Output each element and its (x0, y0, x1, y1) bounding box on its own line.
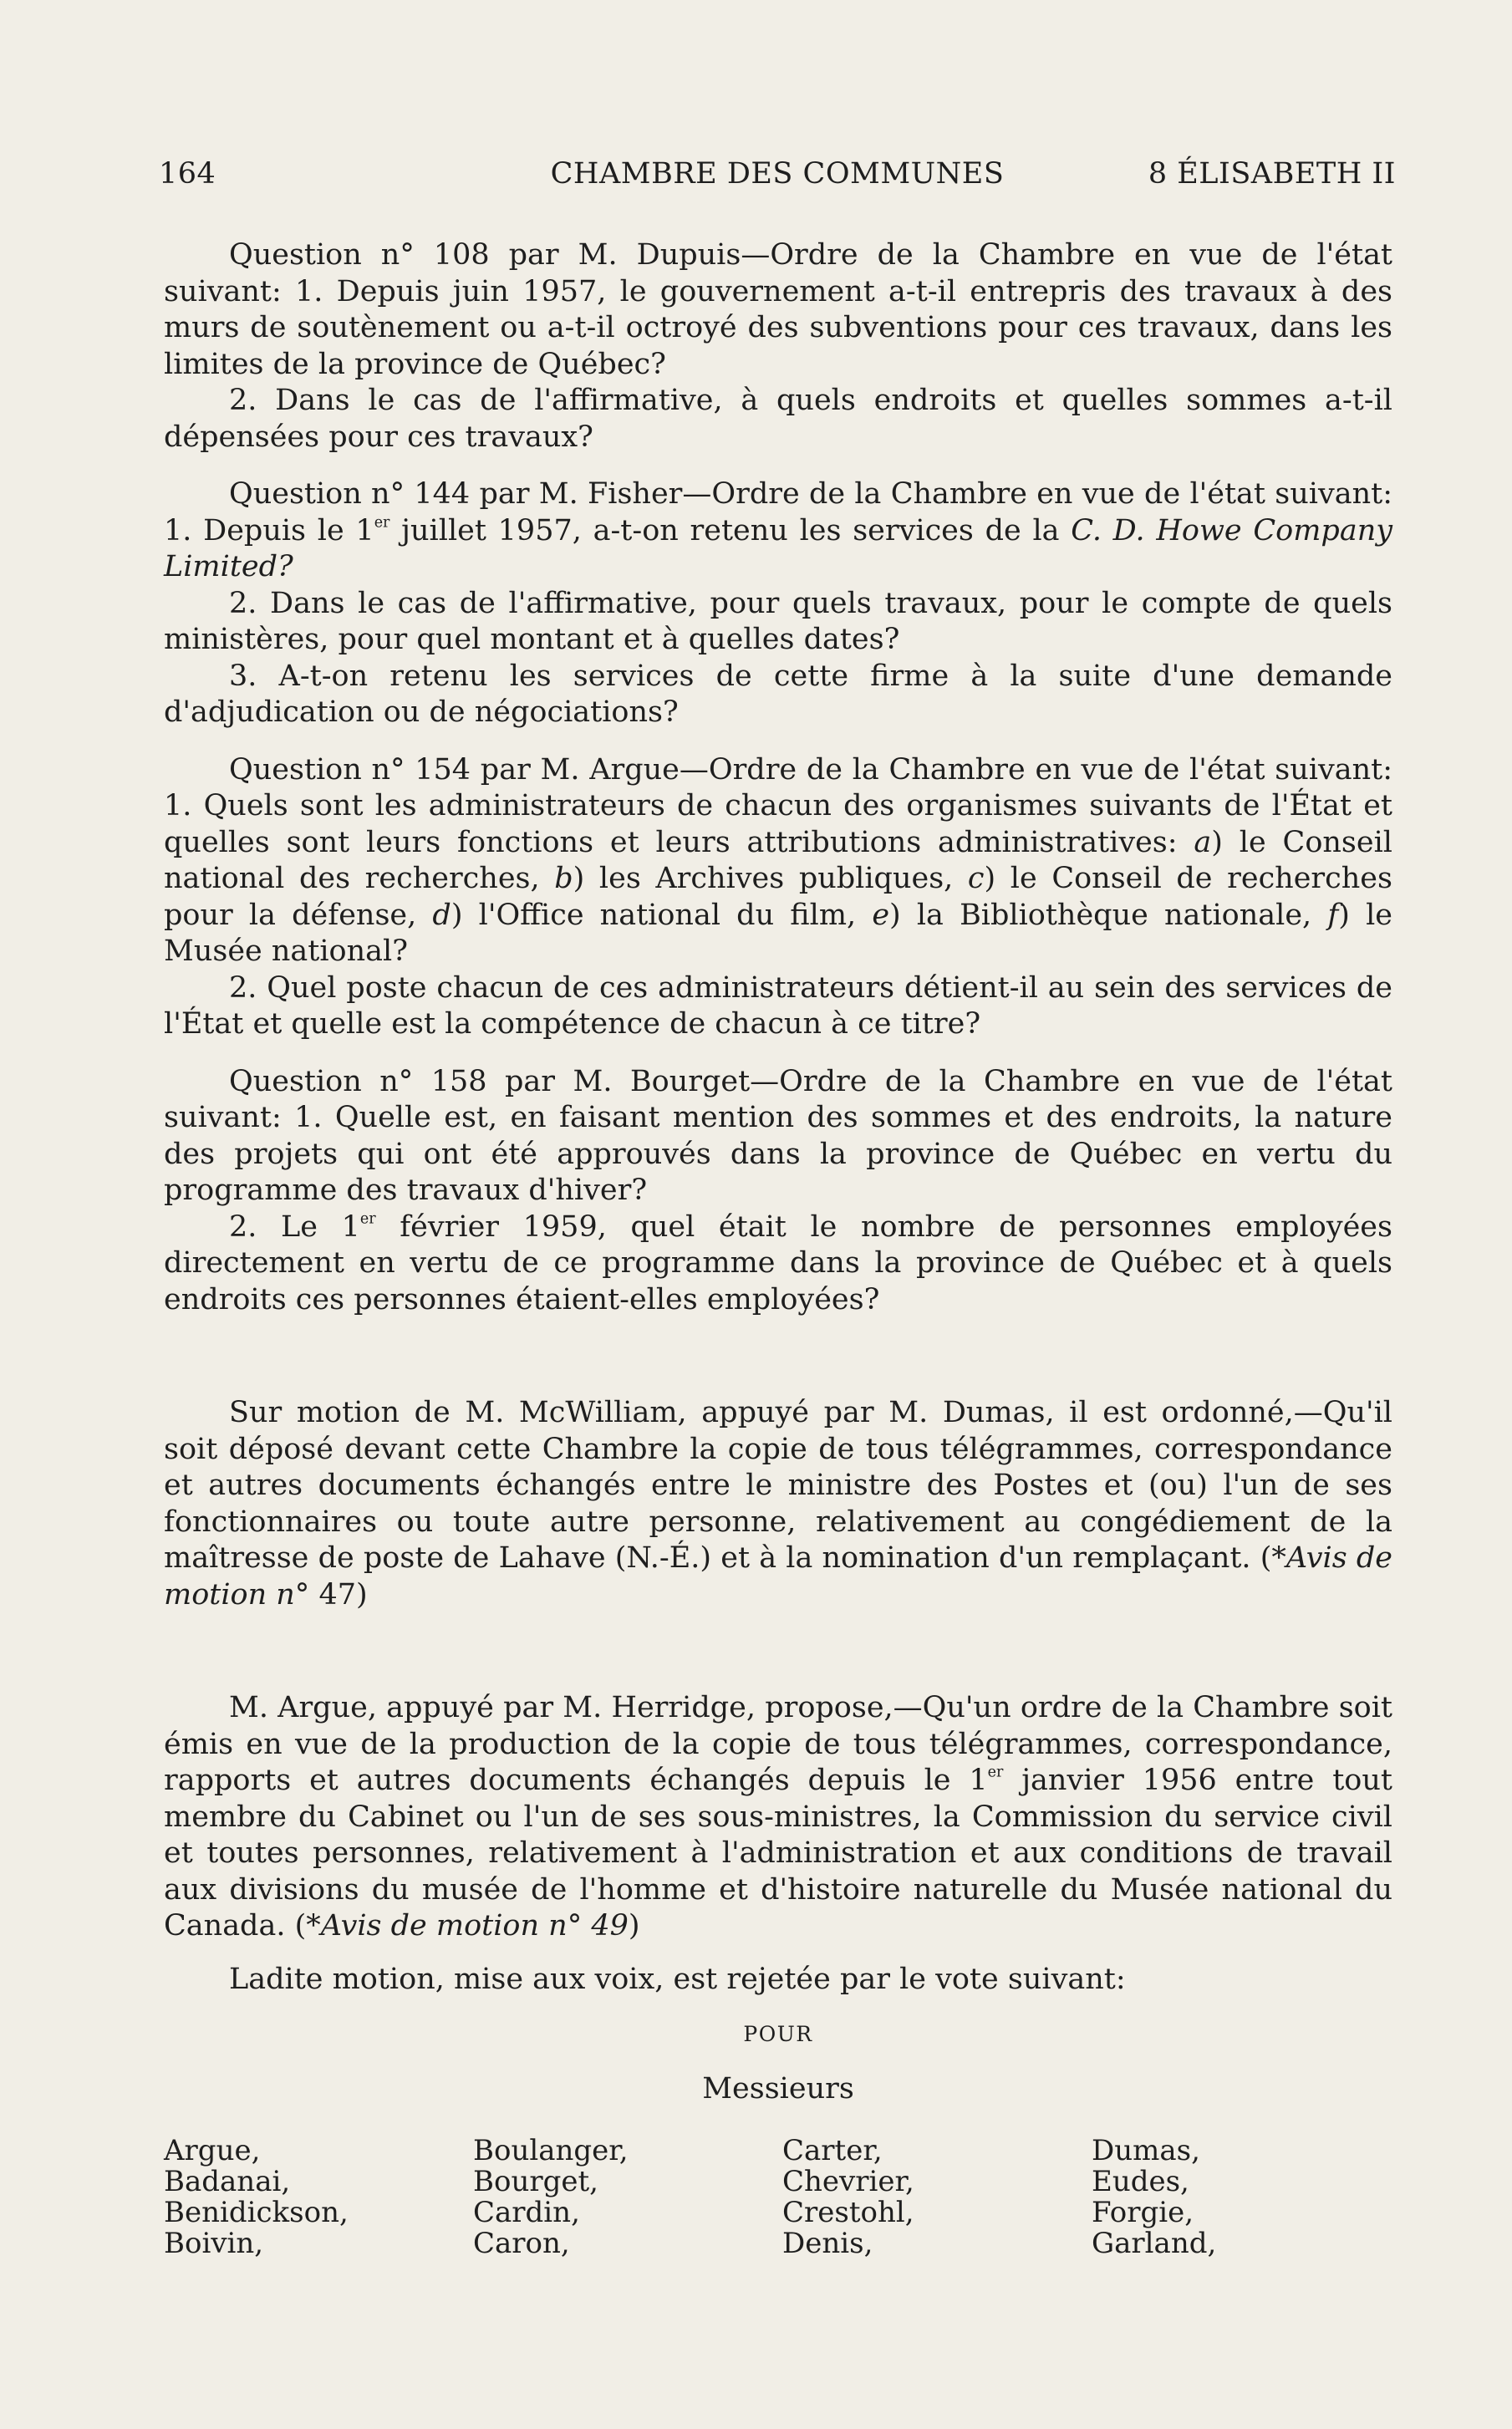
item-letter: d (432, 898, 451, 932)
page-body (164, 237, 1392, 2259)
text-run: Sur motion de M. McWilliam, appuyé par M. Dumas, il est ordonné,—Qu'il soit déposé devant cette Chambre la copie de tous télégrammes, correspondance et autres documents échangés entre le ministre des Postes et (ou) l'un de ses fonctionnaires ou toute autre personne, relativement au congédiement de la maîtresse de poste de Lahave (N.-É.) et à la nomination d'un remplaçant. ( (164, 1396, 1392, 1575)
text-run: ) (355, 1577, 368, 1612)
names-column-2 (473, 2136, 782, 2259)
text-run: ) la Bibliothèque nationale, (889, 898, 1328, 932)
vote-messieurs-heading: Messieurs (702, 2071, 854, 2106)
member-name: Boulanger, (473, 2134, 629, 2167)
vote-intro: Ladite motion, mise aux voix, est rejetée par le vote suivant: (229, 1962, 1126, 1996)
names-column-1 (164, 2136, 473, 2259)
member-name: Badanai, (164, 2165, 291, 2198)
question-158-paragraph-1: Question n° 158 par M. Bourget—Ordre de la Chambre en vue de l'état suivant: 1. Quelle est, en faisant mention des sommes et des endroits, la nature des projets qui ont été approuvés dans la province de Québec en vertu du programme des travaux d'hiver? (164, 1064, 1392, 1207)
text-run: ) le Conseil de recherches pour la défense, (164, 862, 1392, 932)
page-number: 164 (159, 157, 216, 191)
text-run: ) (628, 1909, 640, 1943)
company-name: C. D. Howe Company Limited? (164, 513, 1393, 583)
member-name: Boivin, (164, 2227, 264, 2260)
question-144-paragraph-2: 2. Dans le cas de l'affirmative, pour quels travaux, pour le compte de quels ministères, pour quel montant et à quelles dates? (164, 586, 1392, 656)
superscript: er (359, 1209, 376, 1227)
member-name: Chevrier, (782, 2165, 914, 2198)
member-name: Benidickson, (164, 2196, 349, 2229)
text-run: Question n° 144 par M. Fisher—Ordre de la Chambre en vue de l'état suivant: 1. Depuis le 1 (164, 477, 1392, 547)
question-158-paragraph-2 (164, 1209, 1392, 1319)
item-letter: c (967, 862, 985, 895)
member-name: Argue, (164, 2134, 261, 2167)
member-name: Denis, (782, 2227, 873, 2260)
names-column-3 (782, 2136, 1092, 2259)
question-154-paragraph-2: 2. Quel poste chacun de ces administrateurs détient-il au sein des services de l'État et quelle est la compétence de chacun à ce titre? (164, 970, 1392, 1041)
vote-pour-heading: POUR (743, 2022, 813, 2046)
item-letter: f (1327, 898, 1339, 932)
item-letter: e (872, 898, 890, 932)
motion-reference-number: 47 (318, 1577, 356, 1612)
names-column-4 (1092, 2136, 1392, 2259)
member-name: Garland, (1092, 2227, 1217, 2260)
member-name: Dumas, (1092, 2134, 1200, 2167)
member-name: Forgie, (1092, 2196, 1194, 2229)
text-run: M. Argue, appuyé par M. Herridge, propose,—Qu'un ordre de la Chambre soit émis en vue de la production de la copie de tous télégrammes, correspondance, rapports et autres documents échangés depuis le 1 (164, 1691, 1392, 1797)
member-name: Crestohl, (782, 2196, 914, 2229)
motion-reference: *Avis de motion n° 49 (306, 1909, 629, 1943)
text-run: ) les Archives publiques, (573, 862, 968, 895)
question-108-paragraph-1: Question n° 108 par M. Dupuis—Ordre de la Chambre en vue de l'état suivant: 1. Depuis juin 1957, le gouvernement a-t-il entrepris des travaux à des murs de soutènement ou a-t-il octroyé des subventions pour ces travaux, dans les limites de la province de Québec? (164, 238, 1392, 381)
motion-argue (164, 1690, 1392, 1945)
item-letter: a (1194, 825, 1212, 859)
text-run: février 1959, quel était le nombre de personnes employées directement en vertu de ce programme dans la province de Québec et à quels endroits ces personnes étaient-elles employées? (164, 1209, 1392, 1316)
header-title: CHAMBRE DES COMMUNES (550, 157, 1005, 191)
question-144-paragraph-3: 3. A-t-on retenu les services de cette firme à la suite d'une demande d'adjudication ou de négociations? (164, 659, 1392, 729)
vote-names-grid (164, 2136, 1392, 2259)
text-run: Question n° 154 par M. Argue—Ordre de la Chambre en vue de l'état suivant: 1. Quels sont les administrateurs de chacun des organismes suivants de l'État et quelles sont leurs fonctions et leurs attributions administratives: (164, 752, 1392, 859)
header-regnal-year: 8 ÉLISABETH II (1148, 157, 1396, 191)
question-108-paragraph-2: 2. Dans le cas de l'affirmative, à quels endroits et quelles sommes a-t-il dépensées pour ces travaux? (164, 384, 1392, 454)
superscript: er (374, 513, 390, 531)
text-run: ) l'Office national du film, (451, 898, 873, 932)
member-name: Eudes, (1092, 2165, 1189, 2198)
member-name: Caron, (473, 2227, 570, 2260)
text-run: ) le Conseil national des recherches, (164, 825, 1392, 895)
motion-reference: *Avis de motion n° (164, 1541, 1392, 1612)
member-name: Carter, (782, 2134, 883, 2167)
text-run: 2. Le 1 (229, 1209, 360, 1244)
text-run: janvier 1956 entre tout membre du Cabinet ou l'un de ses sous-ministres, la Commission du service civil et toutes personnes, relativement à l'administration et aux conditions de travail aux divisions du musée de l'homme et d'histoire naturelle du Musée national du Canada. ( (164, 1764, 1392, 1943)
item-letter: b (554, 862, 573, 895)
question-144-paragraph-1 (164, 476, 1392, 586)
text-run: juillet 1957, a-t-on retenu les services de la (389, 513, 1072, 547)
text-run: ) le Musée national? (164, 898, 1393, 968)
superscript: er (987, 1764, 1004, 1781)
motion-mcwilliam (164, 1395, 1392, 1613)
member-name: Cardin, (473, 2196, 580, 2229)
member-name: Bourget, (473, 2165, 598, 2198)
question-154-paragraph-1 (164, 752, 1392, 970)
